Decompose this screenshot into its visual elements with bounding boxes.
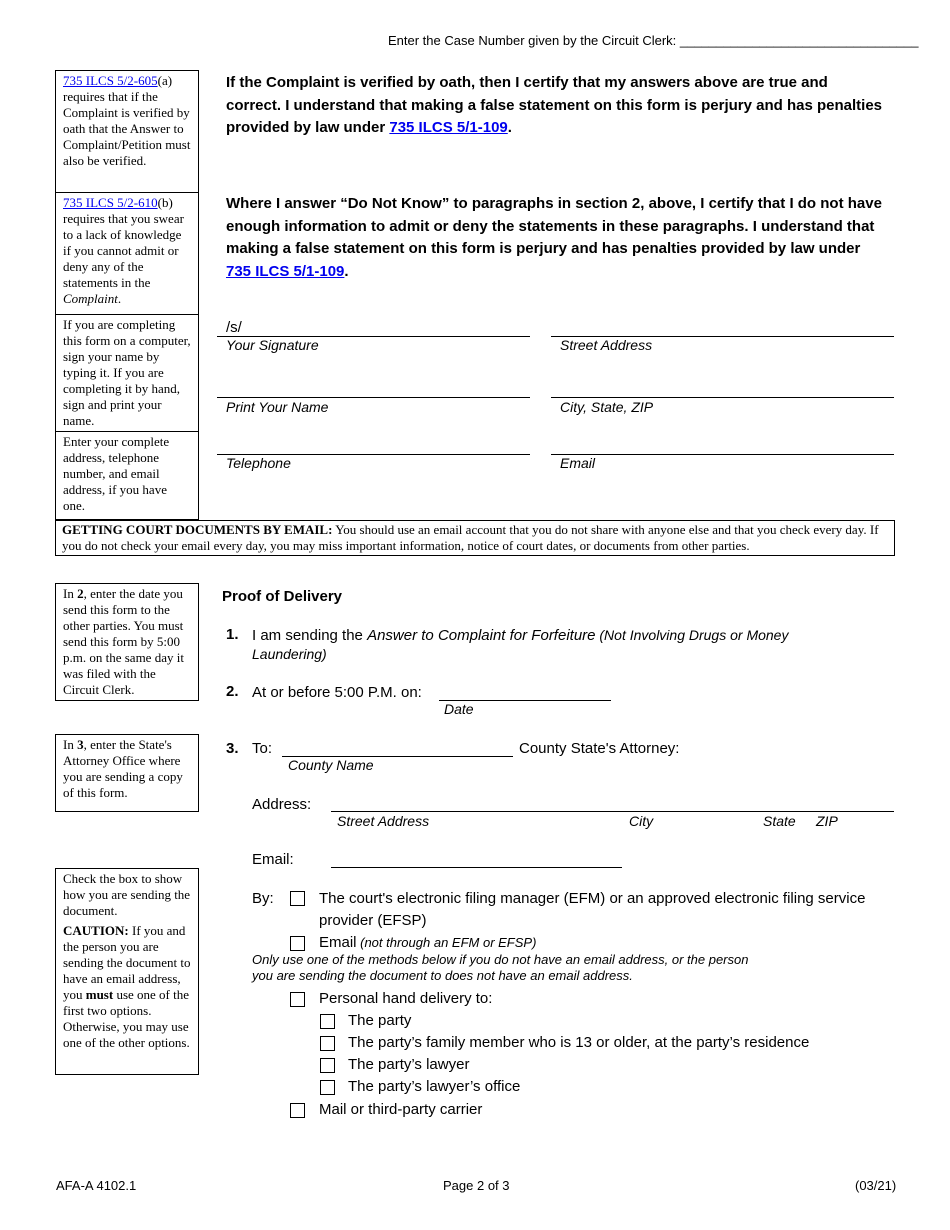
- note-caution: [63, 923, 191, 1051]
- note-address: Enter your complete address, telephone number, and email address, if you have one.: [56, 431, 198, 519]
- note-attorney-num: 3: [77, 737, 84, 752]
- option-efm: The court's electronic filing manager (EFM) or an approved electronic filing service provider (EFSP): [319, 890, 866, 929]
- item1-document: Answer to Complaint for Forfeiture: [367, 627, 596, 644]
- item1-text: [252, 626, 862, 664]
- note-verification: [56, 71, 198, 192]
- note-attorney-pre: In: [63, 737, 78, 752]
- caution-label: CAUTION:: [63, 923, 129, 938]
- item1-pre: I am sending the: [252, 627, 368, 644]
- checkbox-party[interactable]: [320, 1014, 335, 1029]
- certification-verified-end: .: [507, 119, 512, 136]
- address-label: Address:: [252, 796, 312, 813]
- statute-link-1-109-a[interactable]: 735 ILCS 5/1-109: [389, 119, 508, 136]
- address-zip-label: ZIP: [816, 813, 838, 829]
- certification-dnk-end: .: [344, 262, 349, 280]
- note-verification-text: (a) requires that if the Complaint is verified by oath that the Answer to Complaint/Petition must also be verified.: [63, 73, 191, 168]
- note-date-text: , enter the date you send this form to the other parties. You must send this form by 5:00 p.m. on the same day it was filed with the Circuit Clerk.: [63, 586, 184, 697]
- option-email-text: Email: [319, 934, 357, 951]
- certification-verified: [226, 72, 886, 140]
- option-hand-delivery: Personal hand delivery to:: [319, 990, 493, 1007]
- signature-value[interactable]: /s/: [226, 319, 242, 336]
- city-state-zip-line[interactable]: [551, 397, 894, 398]
- note-lack-knowledge-text: (b) requires that you swear to a lack of knowledge if you cannot admit or deny any of the statements in the: [63, 195, 184, 290]
- email-notice-text: You should use an email account that you do not share with anyone else and that you check every day. If you do not check your email every day, you may miss important information, notice of court dates, or documents from other parties.: [62, 522, 879, 553]
- option-family-member: The party’s family member who is 13 or older, at the party’s residence: [348, 1034, 810, 1051]
- email-line[interactable]: [551, 454, 894, 455]
- city-state-zip-label: City, State, ZIP: [560, 399, 654, 415]
- note-period: .: [117, 291, 122, 306]
- item1-number: 1.: [226, 626, 239, 643]
- option-email-note: (not through an EFM or EFSP): [356, 935, 537, 950]
- option-party: The party: [348, 1012, 412, 1029]
- note-lack-knowledge: [56, 192, 198, 314]
- checkbox-efm[interactable]: [290, 891, 305, 906]
- checkbox-mail[interactable]: [290, 1103, 305, 1118]
- telephone-label: Telephone: [226, 455, 291, 471]
- only-use-note: Only use one of the methods below if you do not have an email address, or the person you are sending the document to does not have an email address.: [252, 952, 749, 983]
- certification-verified-text: If the Complaint is verified by oath, then I certify that my answers above are true and correct. I understand that making a false statement on this form is perjury and has penalties provided by law under: [226, 74, 883, 136]
- footer-page-number: Page 2 of 3: [443, 1178, 510, 1193]
- note-complaint-word: Complaint: [63, 291, 118, 306]
- certification-do-not-know: [226, 193, 886, 283]
- street-address-label: Street Address: [560, 337, 653, 353]
- by-label: By:: [252, 890, 274, 907]
- sidebar-note-date: [55, 583, 199, 701]
- sidebar-note-delivery: [55, 868, 199, 1075]
- address-street-label: Street Address: [337, 813, 430, 829]
- option-lawyer: The party’s lawyer: [348, 1056, 470, 1073]
- note-sign: If you are completing this form on a computer, sign your name by typing it. If you are completing it by hand, sign and print your name.: [56, 314, 198, 431]
- statute-link-2-605[interactable]: 735 ILCS 5/2-605: [63, 73, 158, 88]
- note-date-pre: In: [63, 586, 78, 601]
- case-number-label: Enter the Case Number given by the Circuit Clerk: _________________________________: [388, 33, 919, 48]
- checkbox-lawyer-office[interactable]: [320, 1080, 335, 1095]
- note-delivery-text: Check the box to show how you are sending the document.: [63, 871, 191, 918]
- certification-dnk-text: Where I answer “Do Not Know” to paragraphs in section 2, above, I certify that I do not have enough information to admit or deny the statements in these paragraphs. I understand that making a false statement on this form is perjury and has penalties provided by law under: [226, 195, 882, 257]
- item2-text: At or before 5:00 P.M. on:: [252, 684, 422, 701]
- print-name-line[interactable]: [217, 397, 530, 398]
- email-label: Email: [560, 455, 596, 471]
- checkbox-hand-delivery[interactable]: [290, 992, 305, 1007]
- to-label: To:: [252, 740, 273, 757]
- note-attorney-text: , enter the State's Attorney Office where you are sending a copy of this form.: [63, 737, 183, 800]
- statute-link-1-109-b[interactable]: 735 ILCS 5/1-109: [226, 262, 345, 280]
- option-mail: Mail or third-party carrier: [319, 1101, 483, 1118]
- checkbox-lawyer[interactable]: [320, 1058, 335, 1073]
- note-date-num: 2: [77, 586, 84, 601]
- option-email: [319, 934, 536, 951]
- address-city-label: City: [629, 813, 654, 829]
- caution-text-a: If you and the person you are sending the document to have an email address, you: [63, 923, 191, 1002]
- footer-form-id: AFA-A 4102.1: [56, 1178, 137, 1193]
- email-notice: [55, 520, 895, 556]
- sidebar-note-attorney: [55, 734, 199, 812]
- signature-label: Your Signature: [226, 337, 319, 353]
- email-field-label: Email:: [252, 851, 294, 868]
- option-lawyer-office: The party’s lawyer’s office: [348, 1078, 521, 1095]
- date-label: Date: [444, 701, 474, 717]
- print-name-label: Print Your Name: [226, 399, 329, 415]
- caution-text-b: use one of the first two options. Otherwise, you may use one of the other options.: [63, 987, 190, 1050]
- sidebar-instructions-signature: [55, 70, 199, 520]
- county-attorney-label: County State's Attorney:: [519, 740, 680, 757]
- item3-number: 3.: [226, 740, 239, 757]
- county-name-label: County Name: [288, 757, 374, 773]
- item2-number: 2.: [226, 683, 239, 700]
- item1-subtitle: (Not Involving Drugs or Money Laundering): [252, 627, 789, 662]
- address-line[interactable]: [331, 811, 894, 812]
- checkbox-family-member[interactable]: [320, 1036, 335, 1051]
- proof-title: Proof of Delivery: [222, 588, 343, 605]
- address-state-label: State: [763, 813, 796, 829]
- email-notice-heading: GETTING COURT DOCUMENTS BY EMAIL:: [62, 522, 333, 537]
- caution-must: must: [85, 987, 114, 1002]
- email-field-line[interactable]: [331, 867, 622, 868]
- footer-date: (03/21): [855, 1178, 897, 1193]
- statute-link-2-610[interactable]: 735 ILCS 5/2-610: [63, 195, 158, 210]
- checkbox-email[interactable]: [290, 936, 305, 951]
